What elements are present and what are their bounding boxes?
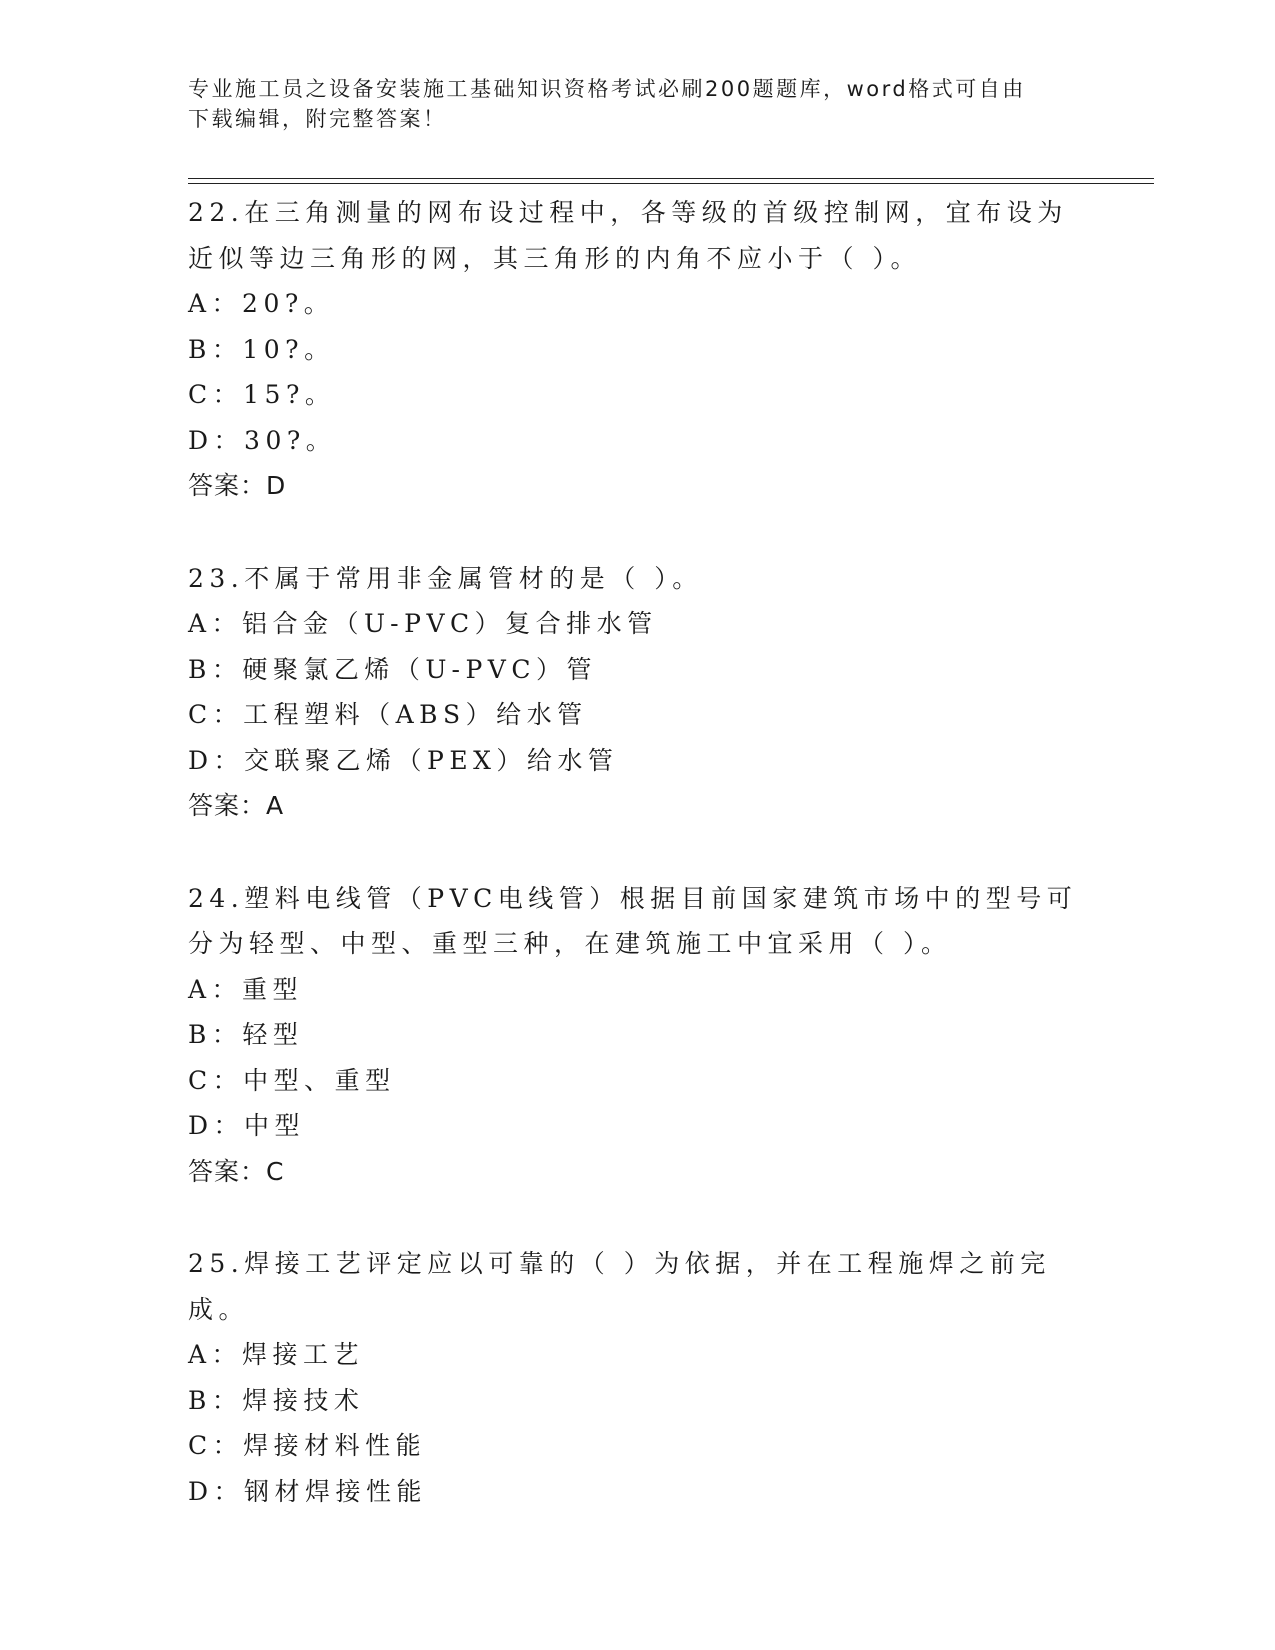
- option-a: A：重型: [188, 974, 304, 1004]
- option-a: A：20?。: [188, 289, 335, 318]
- header-divider-top: [188, 178, 1154, 179]
- question-list: [188, 190, 1088, 1561]
- answer-label: 答案：D: [188, 471, 287, 500]
- option-d: D：交联聚乙烯（PEX）给水管: [188, 745, 619, 775]
- question-stem: 22.在三角测量的网布设过程中，各等级的首级控制网，宜布设为近似等边三角形的网，其三角形的内角不应小于（ ）。: [188, 198, 1068, 273]
- header-divider-bottom: [188, 183, 1154, 184]
- option-b: B：10?。: [188, 334, 335, 364]
- question-25: [188, 1241, 1088, 1514]
- question-22: [188, 190, 1088, 509]
- question-stem: 25.焊接工艺评定应以可靠的（ ）为依据，并在工程施焊之前完成。: [188, 1249, 1051, 1324]
- option-c: C：工程塑料（ABS）给水管: [188, 700, 588, 729]
- question-23: [188, 556, 1088, 829]
- question-stem: 24.塑料电线管（PVC电线管）根据目前国家建筑市场中的型号可分为轻型、中型、重型三种，在建筑施工中宜采用（ ）。: [188, 883, 1078, 958]
- header-line-2: 下载编辑，附完整答案！: [188, 107, 447, 131]
- option-d: D：中型: [188, 1111, 306, 1140]
- option-c: C：中型、重型: [188, 1065, 396, 1095]
- document-header: [188, 74, 1068, 134]
- option-d: D：钢材焊接性能: [188, 1476, 428, 1506]
- answer-label: 答案：A: [188, 791, 285, 820]
- header-line-1: 专业施工员之设备安装施工基础知识资格考试必刷200题题库，word格式可自由: [188, 77, 1026, 101]
- question-stem: 23.不属于常用非金属管材的是（ ）。: [188, 563, 703, 593]
- option-b: B：焊接技术: [188, 1385, 365, 1415]
- answer-label: 答案：C: [188, 1156, 285, 1186]
- option-b: B：轻型: [188, 1020, 304, 1049]
- question-24: [188, 876, 1088, 1195]
- option-c: C：15?。: [188, 380, 336, 409]
- option-a: A：焊接工艺: [188, 1340, 365, 1369]
- option-a: A：铝合金（U-PVC）复合排水管: [188, 609, 658, 638]
- option-c: C：焊接材料性能: [188, 1431, 427, 1460]
- option-b: B：硬聚氯乙烯（U-PVC）管: [188, 654, 597, 684]
- option-d: D：30?。: [188, 425, 337, 455]
